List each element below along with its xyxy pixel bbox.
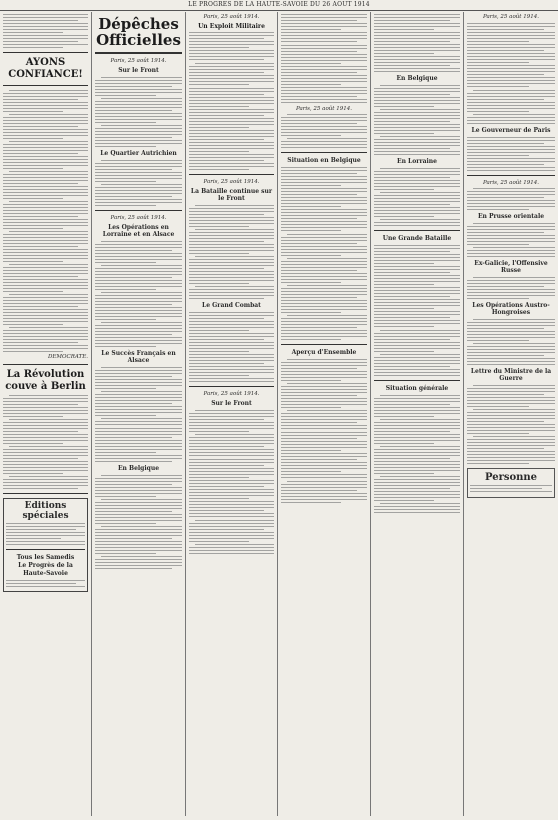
dateline: Paris, 25 août 1914. — [110, 215, 167, 221]
dateline: Paris, 25 août 1914. — [482, 180, 540, 186]
bold-paragraph — [189, 459, 274, 517]
article-signature: DEMOCRATE. — [47, 354, 88, 360]
dateline: Paris, 25 août 1914. — [203, 391, 260, 397]
bold-paragraph — [189, 88, 274, 170]
subheading: En Belgique — [117, 465, 160, 472]
bold-paragraph — [281, 167, 367, 231]
headline-depeches-officielles: Dépêches Officielles — [96, 15, 181, 49]
dateline: Paris, 25 août 1914. — [295, 106, 353, 112]
subheading: Situation générale — [385, 385, 449, 392]
dateline: Paris, 25 août 1914. — [203, 179, 260, 185]
subheading: Aperçu d'Ensemble — [291, 349, 357, 356]
bold-paragraph — [467, 23, 555, 87]
column-5 — [371, 12, 464, 816]
bold-paragraph — [281, 432, 367, 478]
dateline: Paris, 25 août 1914. — [203, 14, 260, 20]
headline-ayons-confiance: AYONS CONFIANCE! — [8, 57, 83, 80]
bold-heading: Un Exploit Militaire — [198, 23, 265, 30]
subheading: Les Opérations en Lorraine et en Alsace — [102, 224, 175, 238]
bold-paragraph — [281, 45, 367, 103]
body-text — [3, 395, 88, 489]
newspaper-name: Le Progrès de la Haute-Savoie — [18, 562, 73, 577]
bold-paragraph — [467, 137, 555, 171]
special-editions-box — [3, 498, 88, 592]
dateline: Paris, 25 août 1914. — [110, 58, 167, 64]
subheading: Le Gouverneur de Paris — [471, 127, 551, 134]
subheading: Une Grande Bataille — [382, 235, 452, 242]
subheading: Sur le Front — [118, 67, 159, 74]
special-editions-title: Editions spéciales — [22, 501, 69, 521]
body-text — [3, 14, 88, 48]
weekly-notice: Tous les Samedis — [16, 554, 75, 561]
subheading: Le Grand Combat — [202, 302, 261, 309]
headline-revolution-berlin: La Révolution couve à Berlin — [5, 369, 86, 392]
subheading: En Lorraine — [397, 158, 437, 165]
subheading: Lettre du Ministre de la Guerre — [470, 368, 552, 382]
advertisement-title: Personne — [484, 472, 538, 483]
running-header: LE PROGRES DE LA HAUTE-SAVOIE DU 26 AOUT 1914 — [0, 0, 558, 11]
bold-paragraph — [189, 23, 274, 60]
column-6 — [464, 12, 558, 816]
column-2 — [92, 12, 186, 816]
subheading: Ex-Galicie, l'Offensive Russe — [474, 260, 548, 274]
dateline: Paris, 25 août 1914. — [482, 14, 540, 20]
subheading: Situation en Belgique — [287, 157, 361, 164]
bold-paragraph — [95, 428, 182, 462]
subheading: En Prusse orientale — [477, 213, 545, 220]
subheading: Le Quartier Autrichien — [100, 150, 177, 157]
subheading: Le Succès Français en Alsace — [101, 350, 176, 364]
advertisement-box — [467, 468, 555, 498]
body-text — [3, 90, 88, 352]
subheading: La Bataille continue sur le Front — [190, 188, 273, 202]
subheading: En Belgique — [396, 75, 438, 82]
subheading: Les Opérations Austro-Hongroises — [472, 302, 550, 316]
bold-paragraph — [189, 312, 274, 382]
column-1 — [0, 12, 92, 816]
bold-paragraph — [374, 245, 460, 327]
column-3 — [186, 12, 278, 816]
column-4 — [278, 12, 371, 816]
subheading: Sur le Front — [211, 400, 252, 407]
